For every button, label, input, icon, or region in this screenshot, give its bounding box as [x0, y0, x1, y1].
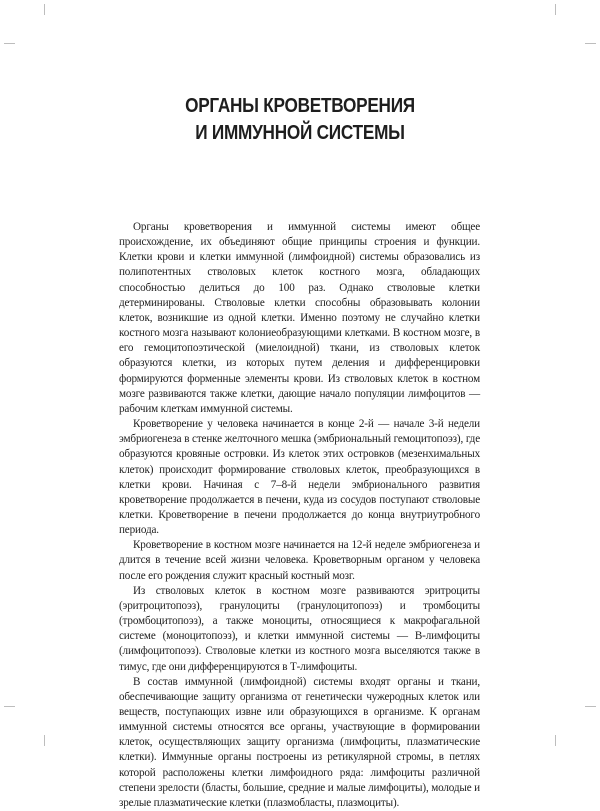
crop-mark: [585, 706, 596, 707]
paragraph-3: Кроветворение в костном мозге начинается на 12-й неделе эмбриогенеза и длится в течение всей жизни человека. Кроветворным органом у человека после его рождения служит красный костный мозг.: [119, 539, 480, 582]
paragraph-4: Из стволовых клеток в костном мозге развиваются эритроциты (эритроцитопоэз), гранулоциты (гранулоцитопоэз) и тромбоциты (тромбоцитопоэз), а также моноциты, относящиеся к макрофагальной системе (моноцитопоэз), и клетки иммунной системы — В-лимфоциты (лимфоцитопоэз). Стволовые клетки из костного мозга выселяются также в тимус, где они дифференцируются в Т-лимфоциты.: [119, 584, 480, 673]
crop-mark: [585, 43, 596, 44]
chapter-title-line-1: ОРГАНЫ КРОВЕТВОРЕНИЯ: [185, 95, 415, 117]
crop-mark: [555, 4, 556, 15]
crop-mark: [44, 4, 45, 15]
crop-mark: [44, 735, 45, 746]
crop-mark: [4, 706, 15, 707]
chapter-title-line-2: И ИММУННОЙ СИСТЕМЫ: [195, 122, 405, 144]
paragraph-1: Органы кроветворения и иммунной системы имеют общее происхождение, их объединяют общие принципы строения и функции. Клетки крови и клетки иммунной (лимфоидной) системы образовались из полипотентных стволовых клеток костного мозга, обладающих способностью делиться до 100 раз. Однако стволовые клетки детерминированы. Стволовые клетки способны образовывать колонии клеток, возникшие из одной клетки. Именно поэтому не случайно клетки костного мозга называют колониеобразующими клетками. В костном мозге, в его гемоцитопоэтической (миелоидной) ткани, из стволовых клеток образуются клетки, из которых путем деления и дифференцировки формируются форменные элементы крови. Из стволовых клеток в костном мозге развиваются также клетки, дающие начало популяции лимфоцитов — рабочим клеткам иммунной системы.: [119, 221, 480, 415]
body-text: [119, 220, 480, 811]
crop-mark: [4, 43, 15, 44]
chapter-title: [94, 93, 507, 147]
paragraph-5: В состав иммунной (лимфоидной) системы входят органы и ткани, обеспечивающие защиту организма от генетически чужеродных клеток или веществ, поступающих извне или образующихся в организме. К органам иммунной системы относятся все органы, участвующие в формировании клеток, осуществляющих защиту организма (лимфоциты, плазматические клетки). Иммунные органы построены из ретикулярной стромы, в петлях которой расположены клетки лимфоидного ряда: лимфоциты различной степени зрелости (бласты, большие, средние и малые лимфоциты), молодые и зрелые плазматические клетки (плазмобласты, плазмоциты).: [119, 675, 480, 809]
crop-mark: [555, 735, 556, 746]
paragraph-2: Кроветворение у человека начинается в конце 2-й — начале 3-й недели эмбриогенеза в стенке желточного мешка (эмбриональный гемоцитопоэз), где образуются кровяные островки. Из клеток этих островков (мезенхимальных клеток) происходит формирование стволовых клеток, преобразующихся в клетки крови. Начиная с 7–8-й недели эмбрионального развития кроветворение продолжается в печени, куда из сосудов поступают стволовые клетки. Кроветворение в печени продолжается до конца внутриутробного периода.: [119, 418, 480, 537]
